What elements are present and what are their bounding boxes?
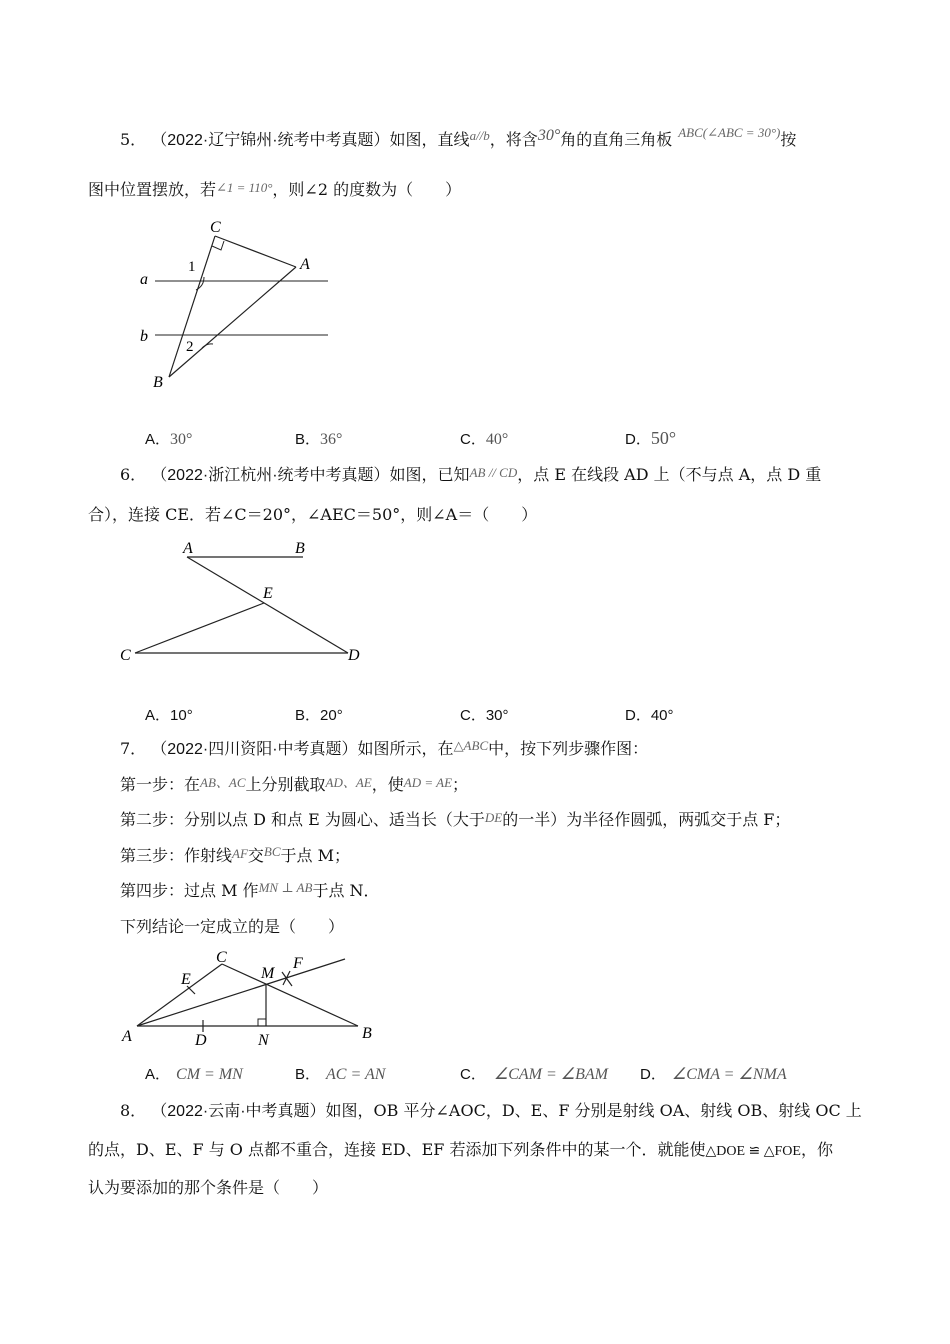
q5-text: 按: [780, 130, 797, 149]
q5-math-30: 30°: [537, 127, 561, 144]
q7-figure: [115, 948, 375, 1048]
q6-option-a[interactable]: [145, 704, 193, 725]
q7-step4: [120, 880, 380, 903]
q5-line2: [88, 179, 461, 202]
option-letter: B．: [295, 431, 321, 448]
q6-label-d: D: [348, 647, 360, 664]
q5-label-angle1: 1: [188, 259, 196, 275]
option-letter: C．: [460, 431, 486, 448]
step-text: 第三步：作射线: [120, 846, 233, 865]
q7-text: 如图所示，在: [357, 739, 454, 758]
q7-step3: [120, 845, 350, 868]
q7-option-d[interactable]: [640, 1063, 787, 1084]
q8-text: 的点，D、E、F 与 O 点都不重合，连接 ED、EF 若添加下列条件中的某一个．就能使: [88, 1140, 706, 1159]
q6-line2: [88, 504, 537, 526]
step-text: 第二步：分别以点 D 和点 E 为圆心、适当长（大于: [120, 810, 485, 829]
option-value: 20°: [320, 707, 343, 724]
q7-label-c: C: [216, 949, 227, 966]
q7-line1: [120, 738, 648, 761]
step-math: BC: [263, 844, 281, 859]
q8-source: （2022·云南·中考真题）: [151, 1103, 326, 1120]
step-text: 第一步：在: [120, 775, 201, 794]
q5-math-angle1: ∠1 = 110°: [216, 180, 273, 195]
q5-source: （2022·辽宁锦州·统考中考真题）: [151, 132, 390, 149]
q6-line1: [120, 464, 821, 487]
option-letter: D．: [625, 707, 651, 724]
q5-option-a[interactable]: [145, 428, 192, 449]
q6-source: （2022·浙江杭州·统考中考真题）: [151, 467, 390, 484]
q5-text: 如图，直线: [389, 130, 470, 149]
option-letter: B．: [295, 707, 321, 724]
option-value: 30°: [485, 707, 509, 724]
option-letter: D．: [625, 431, 651, 448]
option-value: 10°: [170, 707, 193, 724]
step-text: ；: [452, 775, 469, 794]
option-value: ∠CAM = ∠BAM: [493, 1066, 608, 1083]
q6-number: 6．: [120, 465, 147, 484]
q5-text: ，则∠2 的度数为（ ）: [272, 180, 462, 199]
option-value: 40°: [650, 707, 674, 724]
q5-option-b[interactable]: [295, 428, 342, 449]
option-value: 50°: [650, 428, 677, 448]
q7-label-e: E: [181, 971, 191, 988]
option-value: AC = AN: [326, 1066, 386, 1083]
q7-label-a: A: [122, 1028, 132, 1045]
q5-text: ，将含: [489, 130, 538, 149]
option-value: 30°: [170, 431, 193, 448]
option-letter: B．: [295, 1066, 321, 1083]
step-text: 于点 N．: [312, 881, 380, 900]
q5-text: 图中位置摆放，若: [88, 180, 217, 199]
q8-text: 如图，OB 平分∠AOC，D、E、F 分别是射线 OA、射线 OB、射线 OC 上: [325, 1101, 862, 1120]
step-math: DE: [484, 810, 503, 825]
option-letter: A．: [145, 707, 171, 724]
q5-label-b: B: [153, 374, 163, 391]
q6-option-c[interactable]: [460, 704, 509, 725]
q7-option-c[interactable]: [460, 1063, 608, 1084]
step-math: AD、AE: [325, 775, 372, 790]
q8-text: ，你: [800, 1140, 833, 1159]
step-math: MN ⊥ AB: [258, 880, 313, 895]
q6-math-parallel: AB // CD: [469, 465, 518, 480]
q6-label-a: A: [183, 540, 193, 557]
option-value: 40°: [485, 431, 509, 448]
q8-math-congruent: △DOE ≌ △FOE: [705, 1144, 801, 1159]
q5-option-c[interactable]: [460, 428, 508, 449]
q6-text: ，点 E 在线段 AD 上（不与点 A，点 D 重: [517, 465, 822, 484]
q7-prompt: [120, 916, 344, 938]
option-value: CM = MN: [176, 1066, 243, 1083]
q6-label-b: B: [295, 540, 305, 557]
q7-label-f: F: [293, 955, 303, 972]
q6-option-b[interactable]: [295, 704, 343, 725]
q8-line1: [120, 1100, 862, 1123]
q5-label-line-b: b: [140, 328, 148, 345]
step-text: 第四步：过点 M 作: [120, 881, 259, 900]
step-text: 的一半）为半径作圆弧，两弧交于点 F；: [502, 810, 791, 829]
q7-option-a[interactable]: [145, 1063, 243, 1084]
q7-label-d: D: [195, 1032, 207, 1048]
q7-label-b: B: [362, 1025, 372, 1042]
option-letter: C．: [460, 707, 486, 724]
q5-figure: [130, 215, 345, 395]
q7-label-n: N: [258, 1032, 269, 1048]
option-letter: A．: [145, 431, 171, 448]
option-letter: D．: [640, 1066, 666, 1083]
step-text: ，使: [371, 775, 404, 794]
q5-option-d[interactable]: [625, 428, 676, 449]
step-math: AF: [232, 846, 248, 861]
option-value: 36°: [320, 431, 343, 448]
step-text: 交: [247, 846, 264, 865]
q5-math-parallel: a//b: [469, 128, 490, 143]
step-math: AD = AE: [403, 775, 453, 790]
q8-line2: [88, 1139, 833, 1163]
q8-number: 8．: [120, 1101, 147, 1120]
q6-label-e: E: [263, 585, 273, 602]
option-value: ∠CMA = ∠NMA: [671, 1066, 787, 1083]
q8-text: 认为要添加的那个条件是（ ）: [88, 1178, 329, 1197]
q5-math-abc: ABC(∠ABC = 30°): [678, 125, 781, 140]
q6-text: 合），连接 CE．若∠C＝20°，∠AEC＝50°，则∠A＝（ ）: [88, 505, 538, 524]
q5-number: 5．: [120, 130, 147, 149]
q7-label-m: M: [261, 965, 275, 982]
step-math: AB、AC: [200, 775, 246, 790]
option-letter: C．: [460, 1066, 486, 1083]
q6-label-c: C: [120, 647, 131, 664]
q7-number: 7．: [120, 739, 147, 758]
q8-line3: [88, 1177, 328, 1199]
prompt-text: 下列结论一定成立的是（ ）: [120, 917, 345, 936]
q5-line1: [120, 125, 797, 152]
q5-text: 角的直角三角板: [560, 130, 673, 149]
step-text: 于点 M；: [280, 846, 351, 865]
q7-step1: [120, 774, 468, 797]
q5-label-line-a: a: [140, 271, 148, 288]
q7-option-b[interactable]: [295, 1063, 385, 1084]
option-letter: A．: [145, 1066, 171, 1083]
q5-label-c: C: [210, 219, 221, 236]
q7-step2: [120, 809, 790, 832]
q5-label-angle2: 2: [186, 339, 194, 355]
q7-text: 中，按下列步骤作图：: [488, 739, 649, 758]
q5-label-a: A: [300, 256, 310, 273]
step-text: 上分别截取: [245, 775, 326, 794]
q6-text: 如图，已知: [389, 465, 470, 484]
q7-source: （2022·四川资阳·中考真题）: [151, 741, 358, 758]
q6-figure: [115, 535, 375, 670]
q7-math-triangle: △ABC: [453, 738, 489, 753]
q6-option-d[interactable]: [625, 704, 674, 725]
